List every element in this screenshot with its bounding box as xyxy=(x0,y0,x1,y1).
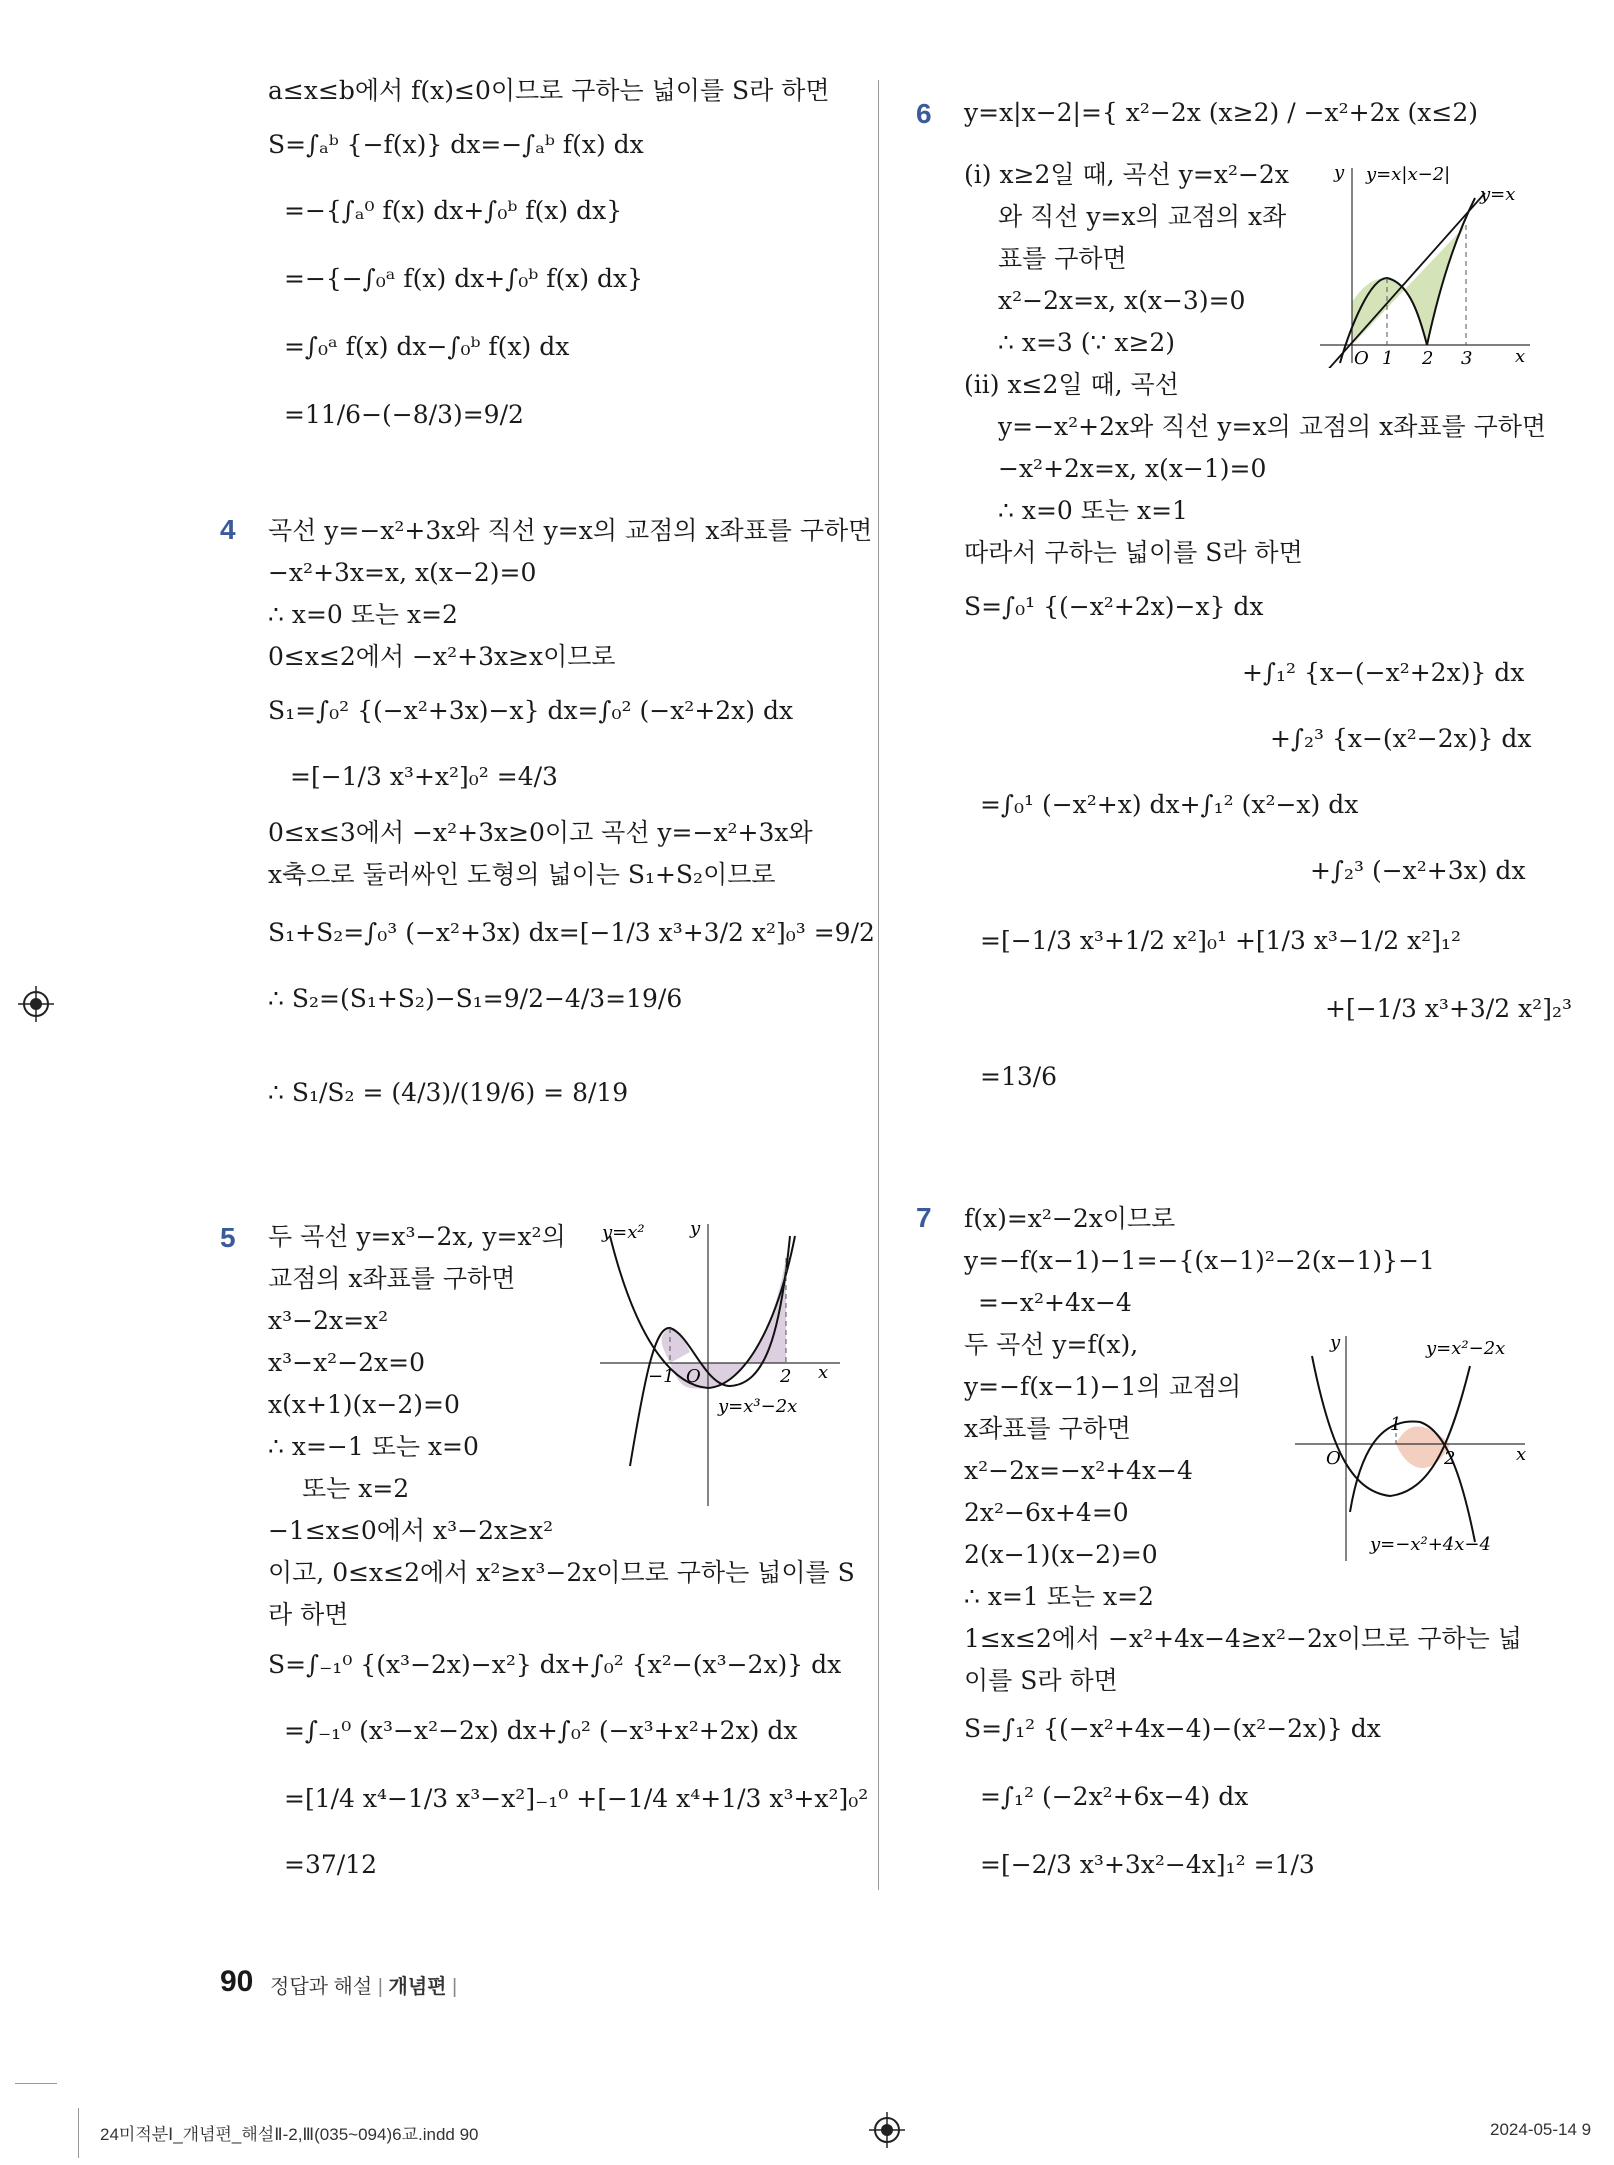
math-line: −x²+3x=x, x(x−2)=0 xyxy=(268,558,537,587)
text-line: y=−f(x−1)−1의 교점의 xyxy=(964,1372,1242,1401)
math-line: x²−2x=−x²+4x−4 xyxy=(964,1456,1193,1485)
math-line: S₁=∫₀² {(−x²+3x)−x} dx=∫₀² (−x²+2x) dx xyxy=(268,696,794,725)
text-line: 이를 S라 하면 xyxy=(964,1666,1118,1695)
math-line: +[−1/3 x³+3/2 x²]₂³ xyxy=(1325,994,1572,1023)
math-line: 2x²−6x+4=0 xyxy=(964,1498,1129,1527)
text-line: a≤x≤b에서 f(x)≤0이므로 구하는 넓이를 S라 하면 xyxy=(268,76,830,105)
x-axis-label: x xyxy=(1515,346,1526,367)
tick-label: 2 xyxy=(1444,1448,1456,1469)
math-line: ∴ x=1 또는 x=2 xyxy=(964,1582,1154,1611)
tick-label: 2 xyxy=(1422,348,1434,368)
math-line: +∫₂³ {x−(x²−2x)} dx xyxy=(1270,724,1532,753)
text-line: 라 하면 xyxy=(268,1600,349,1629)
problem-number: 4 xyxy=(220,514,236,545)
math-line: S₁+S₂=∫₀³ (−x²+3x) dx=[−1/3 x³+3/2 x²]₀³ =9/2 xyxy=(268,918,875,947)
registration-mark-icon xyxy=(18,986,54,1022)
problem-number: 6 xyxy=(916,98,932,129)
math-line: ∴ x=−1 또는 x=0 xyxy=(268,1432,479,1461)
crop-mark xyxy=(15,2083,57,2084)
text-line: (ⅰ) x≥2일 때, 곡선 y=x²−2x xyxy=(964,160,1289,189)
math-line: =−x²+4x−4 xyxy=(978,1288,1132,1317)
curve-label: y=x²−2x xyxy=(1426,1338,1506,1359)
figure-problem7 xyxy=(1290,1326,1540,1566)
x-axis-label: x xyxy=(1516,1444,1527,1465)
math-line: x³−2x=x² xyxy=(268,1306,389,1335)
math-line: f(x)=x²−2x이므로 xyxy=(964,1204,1176,1233)
text-line: x좌표를 구하면 xyxy=(964,1414,1131,1443)
math-line: =∫₀ᵃ f(x) dx−∫₀ᵇ f(x) dx xyxy=(284,332,570,361)
math-line: =37/12 xyxy=(284,1850,377,1879)
slug-date: 2024-05-14 9 xyxy=(1490,2120,1592,2139)
text-line: 두 곡선 y=x³−2x, y=x²의 xyxy=(268,1222,566,1251)
text-line: 두 곡선 y=f(x), xyxy=(964,1330,1139,1359)
tick-label: 1 xyxy=(1382,348,1394,368)
math-line: x³−x²−2x=0 xyxy=(268,1348,425,1377)
math-line: ∴ S₁/S₂ = (4/3)/(19/6) = 8/19 xyxy=(268,1078,629,1107)
math-line: =[1/4 x⁴−1/3 x³−x²]₋₁⁰ +[−1/4 x⁴+1/3 x³+x²]₀² xyxy=(284,1784,869,1813)
line-label: y=x xyxy=(1480,184,1516,205)
math-line: S=∫ₐᵇ {−f(x)} dx=−∫ₐᵇ f(x) dx xyxy=(268,130,644,159)
problem-number: 5 xyxy=(220,1222,236,1253)
text-line: 와 직선 y=x의 교점의 x좌 xyxy=(998,202,1287,231)
math-line: y=−f(x−1)−1=−{(x−1)²−2(x−1)}−1 xyxy=(964,1246,1435,1275)
math-line: =[−1/3 x³+1/2 x²]₀¹ +[1/3 x³−1/2 x²]₁² xyxy=(980,926,1461,955)
math-line: =∫₋₁⁰ (x³−x²−2x) dx+∫₀² (−x³+x²+2x) dx xyxy=(284,1716,798,1745)
curve-label: y=x² xyxy=(602,1222,645,1243)
math-line: =11/6−(−8/3)=9/2 xyxy=(284,400,524,429)
math-line: =[−1/3 x³+x²]₀² =4/3 xyxy=(290,762,558,791)
math-line: =∫₀¹ (−x²+x) dx+∫₁² (x²−x) dx xyxy=(980,790,1359,819)
math-line: S=∫₀¹ {(−x²+2x)−x} dx xyxy=(964,592,1264,621)
text-line: y=−x²+2x와 직선 y=x의 교점의 x좌표를 구하면 xyxy=(998,412,1547,441)
math-line: =−{∫ₐ⁰ f(x) dx+∫₀ᵇ f(x) dx} xyxy=(284,196,623,225)
text-line: 곡선 y=−x²+3x와 직선 y=x의 교점의 x좌표를 구하면 xyxy=(268,516,873,545)
footer-section: 정답과 해설 | 개념편 | xyxy=(270,1976,458,1998)
math-line: x(x+1)(x−2)=0 xyxy=(268,1390,460,1419)
math-line: =−{−∫₀ᵃ f(x) dx+∫₀ᵇ f(x) dx} xyxy=(284,264,644,293)
tick-label: 2 xyxy=(780,1366,792,1387)
math-line: ∴ x=3 (∵ x≥2) xyxy=(998,328,1176,357)
math-line: S=∫₋₁⁰ {(x³−2x)−x²} dx+∫₀² {x²−(x³−2x)} dx xyxy=(268,1650,842,1679)
part-label: 개념편 xyxy=(388,1976,447,1998)
text-line: 1≤x≤2에서 −x²+4x−4≥x²−2x이므로 구하는 넓 xyxy=(964,1624,1522,1653)
column-divider xyxy=(878,80,879,1890)
math-line: −x²+2x=x, x(x−1)=0 xyxy=(998,454,1267,483)
math-line: =13/6 xyxy=(980,1062,1058,1091)
math-line: 2(x−1)(x−2)=0 xyxy=(964,1540,1158,1569)
curve-label: y=x³−2x xyxy=(718,1396,798,1417)
curve-label: y=x|x−2| xyxy=(1366,164,1451,185)
tick-label: O xyxy=(1326,1448,1341,1469)
text-line: (ⅱ) x≤2일 때, 곡선 xyxy=(964,370,1179,399)
tick-label: 3 xyxy=(1461,348,1473,368)
page-number: 90 xyxy=(220,1965,254,1998)
tick-label: 1 xyxy=(1390,1414,1402,1435)
text-line: 0≤x≤3에서 −x²+3x≥0이고 곡선 y=−x²+3x와 xyxy=(268,818,813,847)
tick-label: O xyxy=(686,1366,701,1387)
text-line: 이고, 0≤x≤2에서 x²≥x³−2x이므로 구하는 넓이를 S xyxy=(268,1558,855,1587)
text-line: x축으로 둘러싸인 도형의 넓이는 S₁+S₂이므로 xyxy=(268,860,776,889)
math-line: +∫₂³ (−x²+3x) dx xyxy=(1310,856,1526,885)
math-line: ∴ x=0 또는 x=2 xyxy=(268,600,458,629)
math-line: =[−2/3 x³+3x²−4x]₁² =1/3 xyxy=(980,1850,1315,1879)
math-line: y=x|x−2|={ x²−2x (x≥2) / −x²+2x (x≤2) xyxy=(964,98,1478,127)
math-line: ∴ S₂=(S₁+S₂)−S₁=9/2−4/3=19/6 xyxy=(268,984,683,1013)
crop-mark xyxy=(78,2108,79,2158)
y-axis-label: y xyxy=(1334,162,1345,183)
math-line: x²−2x=x, x(x−3)=0 xyxy=(998,286,1246,315)
slug-file: 24미적분Ⅰ_개념편_해설Ⅱ-2,Ⅲ(035~094)6교.indd 90 xyxy=(100,2125,479,2144)
curve-label: y=−x²+4x−4 xyxy=(1370,1534,1491,1555)
text-line: 표를 구하면 xyxy=(998,244,1127,273)
math-line: 또는 x=2 xyxy=(302,1474,410,1503)
section-label: 정답과 해설 xyxy=(270,1976,373,1998)
text-line: 따라서 구하는 넓이를 S라 하면 xyxy=(964,538,1303,567)
math-line: ∴ x=0 또는 x=1 xyxy=(998,496,1188,525)
figure-problem6 xyxy=(1310,158,1540,368)
math-line: =∫₁² (−2x²+6x−4) dx xyxy=(980,1782,1249,1811)
registration-mark-icon xyxy=(869,2112,905,2148)
y-axis-label: y xyxy=(690,1218,701,1239)
tick-label: O xyxy=(1354,348,1369,368)
tick-label: −1 xyxy=(648,1366,675,1387)
figure-problem5 xyxy=(590,1216,850,1516)
y-axis-label: y xyxy=(1330,1332,1341,1353)
text-line: 교점의 x좌표를 구하면 xyxy=(268,1264,516,1293)
math-line: −1≤x≤0에서 x³−2x≥x² xyxy=(268,1516,554,1545)
problem-number: 7 xyxy=(916,1202,932,1233)
text-line: 0≤x≤2에서 −x²+3x≥x이므로 xyxy=(268,642,616,671)
math-line: +∫₁² {x−(−x²+2x)} dx xyxy=(1242,658,1525,687)
x-axis-label: x xyxy=(818,1362,829,1383)
math-line: S=∫₁² {(−x²+4x−4)−(x²−2x)} dx xyxy=(964,1714,1381,1743)
